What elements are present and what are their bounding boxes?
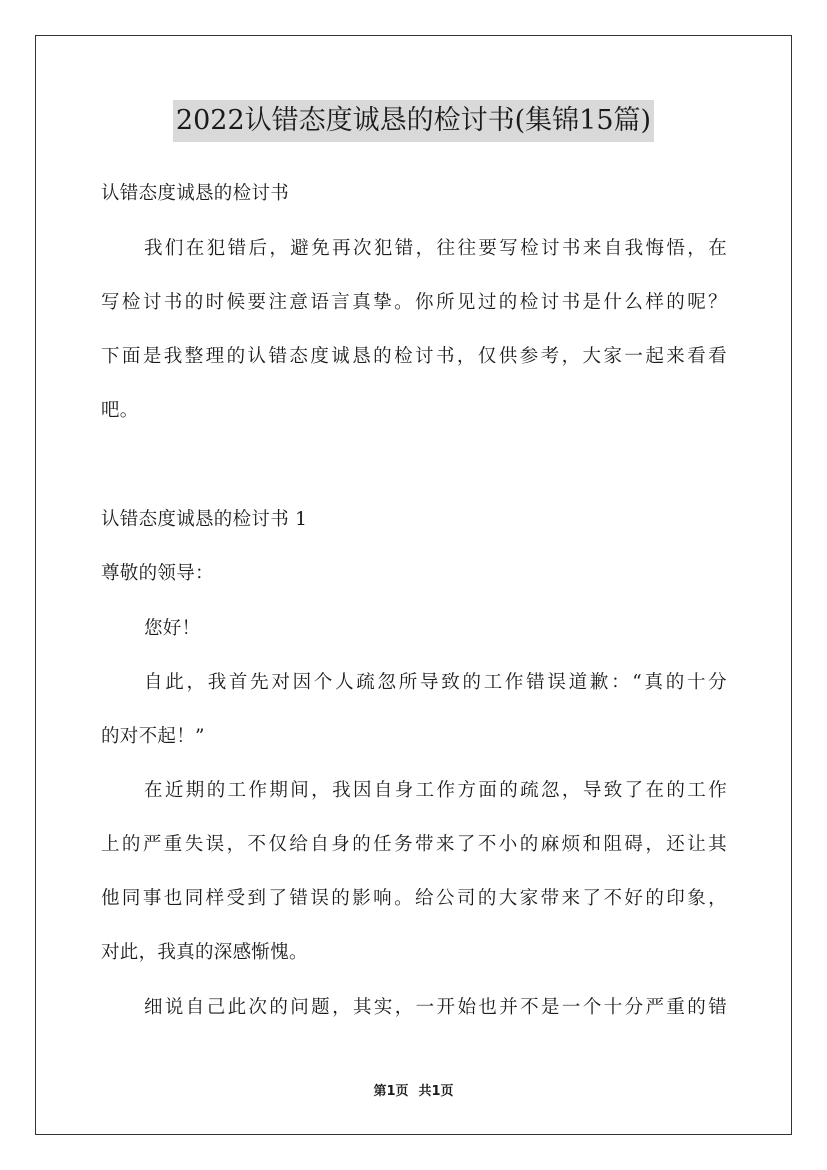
page-number-total: 共1页 xyxy=(418,1084,454,1099)
text-line: 认错态度诚恳的检讨书 1 xyxy=(101,509,308,530)
text-line: 的对不起！” xyxy=(101,726,205,747)
text-line: 吧。 xyxy=(101,400,139,421)
text-line: 尊敬的领导： xyxy=(101,563,214,584)
text-line: 自此，我首先对因个人疏忽所导致的工作错误道歉：“真的十分 xyxy=(144,672,727,693)
document-title: 2022认错态度诚恳的检讨书(集锦15篇) xyxy=(173,100,654,142)
title-container xyxy=(0,100,827,142)
page-footer xyxy=(0,1083,827,1101)
text-line: 上的严重失误，不仅给自身的任务带来了不小的麻烦和阻碍，还让其 xyxy=(101,834,727,855)
text-line: 认错态度诚恳的检讨书 xyxy=(101,183,290,204)
page-number-current: 第1页 xyxy=(373,1084,409,1099)
text-line: 我们在犯错后，避免再次犯错，往往要写检讨书来自我悔悟，在 xyxy=(144,238,727,259)
text-line: 对此，我真的深感惭愧。 xyxy=(101,942,308,963)
text-line: 写检讨书的时候要注意语言真挚。你所见过的检讨书是什么样的呢？ xyxy=(101,292,727,313)
text-line: 您好！ xyxy=(144,618,201,639)
text-line: 下面是我整理的认错态度诚恳的检讨书，仅供参考，大家一起来看看 xyxy=(101,346,727,367)
text-line: 他同事也同样受到了错误的影响。给公司的大家带来了不好的印象， xyxy=(101,888,727,909)
text-line: 在近期的工作期间，我因自身工作方面的疏忽，导致了在的工作 xyxy=(144,780,727,801)
text-line: 细说自己此次的问题，其实，一开始也并不是一个十分严重的错 xyxy=(144,997,727,1018)
